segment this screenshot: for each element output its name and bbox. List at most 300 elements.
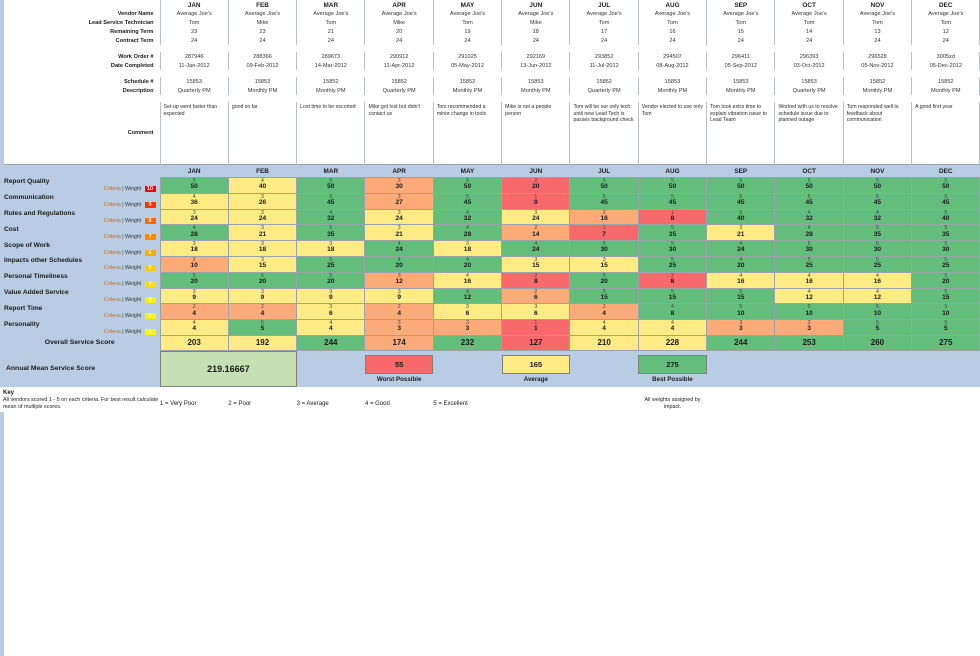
criteria-weighted-value: 25 <box>942 262 950 270</box>
score-cell <box>912 225 980 241</box>
score-cell <box>160 193 228 209</box>
date-completed-cell: 09-Feb-2012 <box>228 61 296 70</box>
lead-tech-cell: Tom <box>912 18 980 27</box>
score-cell <box>433 272 501 288</box>
contract-term-cell: 24 <box>297 36 365 45</box>
criteria-weight-value: 1 <box>145 329 156 335</box>
lead-tech-cell: Tom <box>570 18 638 27</box>
row-remaining-term <box>0 27 980 36</box>
header-month: DEC <box>912 0 980 9</box>
criteria-row <box>0 225 980 241</box>
comment-cell: Tom will be our only tech until new Lead Tech is passes background check <box>570 102 638 165</box>
criteria-weighted-value: 32 <box>327 214 335 222</box>
score-cell <box>707 193 775 209</box>
criteria-weighted-value: 8 <box>670 214 675 222</box>
work-order-cell: 292169 <box>502 52 570 61</box>
criteria-score: 5 <box>944 304 948 311</box>
contract-term-cell: 24 <box>912 36 980 45</box>
criteria-score: 5 <box>671 241 674 248</box>
criteria-weighted-value: 18 <box>258 246 267 254</box>
score-cell <box>297 241 365 257</box>
criteria-score: 3 <box>261 225 264 232</box>
criteria-score: 5 <box>876 241 879 248</box>
schedule-cell: 15853 <box>160 77 228 86</box>
criteria-weight-label: Criteria | Weight 2 <box>4 313 160 319</box>
work-order-cell: 287946 <box>160 52 228 61</box>
criteria-weighted-value: 50 <box>873 183 882 191</box>
criteria-weighted-value: 50 <box>463 183 472 191</box>
criteria-weighted-value: 45 <box>942 199 950 206</box>
score-cell <box>297 320 365 336</box>
criteria-score: 3 <box>466 241 469 248</box>
score-cell <box>775 209 843 225</box>
score-cell <box>502 225 570 241</box>
criteria-score: 3 <box>329 241 333 248</box>
vendor-name-cell: Average Joe's <box>502 9 570 18</box>
criteria-weighted-value: 10 <box>873 309 882 317</box>
remaining-term-cell: 15 <box>707 27 775 36</box>
description-cell: Monthly PM <box>297 86 365 95</box>
criteria-score: 3 <box>329 288 333 295</box>
score-cell <box>638 304 706 320</box>
criteria-weighted-value: 20 <box>600 277 608 285</box>
criteria-weighted-value: 30 <box>805 246 813 254</box>
criteria-weighted-value: 3 <box>397 325 401 333</box>
score-cell <box>912 193 980 209</box>
worst-possible-label: Worst Possible <box>376 375 422 383</box>
work-order-cell: 290912 <box>365 52 433 61</box>
criteria-name: Impacts other Schedules <box>4 257 83 265</box>
label-vendor-name: Vendor Name <box>117 10 154 17</box>
schedule-cell: 15852 <box>433 77 501 86</box>
criteria-weighted-value: 24 <box>532 214 540 222</box>
criteria-score: 5 <box>739 209 743 216</box>
criteria-score: 3 <box>192 241 196 248</box>
score-cell <box>228 193 296 209</box>
contract-term-cell: 24 <box>365 36 433 45</box>
vendor-name-cell: Average Joe's <box>775 9 843 18</box>
score-cell <box>638 225 706 241</box>
score-cell <box>297 193 365 209</box>
score-cell <box>843 225 911 241</box>
score-cell <box>707 304 775 320</box>
criteria-score: 5 <box>671 288 674 295</box>
criteria-score: 2 <box>534 225 538 232</box>
score-cell <box>707 241 775 257</box>
criteria-weighted-value: 20 <box>258 277 267 285</box>
score-cell <box>228 272 296 288</box>
criteria-score: 3 <box>534 209 538 216</box>
criteria-weighted-value: 15 <box>600 262 608 270</box>
label-date-completed: Date Completed <box>110 62 154 69</box>
score-cell <box>228 178 296 194</box>
criteria-weighted-value: 30 <box>873 246 882 254</box>
criteria-weighted-value: 4 <box>602 309 606 317</box>
criteria-weighted-value: 35 <box>668 230 677 238</box>
description-cell: Monthly PM <box>502 86 570 95</box>
score-cell <box>570 288 638 304</box>
criteria-weighted-value: 12 <box>463 293 472 301</box>
overall-score-cell: 192 <box>228 335 296 350</box>
criteria-score: 4 <box>602 320 606 327</box>
criteria-score: 2 <box>261 304 264 311</box>
criteria-score: 3 <box>397 288 401 295</box>
best-possible-value: 275 <box>638 355 706 374</box>
key-note: All weights assigned by impact. <box>644 397 701 411</box>
criteria-score: 2 <box>192 256 196 263</box>
criteria-weighted-value: 28 <box>805 230 813 238</box>
criteria-weighted-value: 5 <box>943 325 948 333</box>
grid-month-header: OCT <box>775 165 843 178</box>
key-scale-item: 2 = Poor <box>228 401 252 408</box>
annual-mean-table <box>0 351 980 387</box>
overall-score-label: Overall Service Score <box>0 335 160 350</box>
description-cell: Quarterly PM <box>365 86 433 95</box>
schedule-cell: 15853 <box>775 77 843 86</box>
vendor-header-table <box>0 0 980 165</box>
header-month: JUN <box>502 0 570 9</box>
overall-score-cell: 244 <box>297 335 365 350</box>
score-cell <box>775 241 843 257</box>
criteria-weighted-value: 14 <box>532 230 540 238</box>
criteria-score: 4 <box>466 256 469 263</box>
criteria-name: Report Time <box>4 304 43 312</box>
criteria-weighted-value: 16 <box>737 277 745 285</box>
criteria-weight-value: 8 <box>145 218 156 224</box>
score-cell <box>160 288 228 304</box>
criteria-weighted-value: 15 <box>737 293 745 301</box>
criteria-weighted-value: 50 <box>805 183 813 191</box>
criteria-score: 3 <box>397 193 401 200</box>
criteria-score: 4 <box>466 209 469 216</box>
vendor-name-cell: Average Joe's <box>228 9 296 18</box>
criteria-name: Scope of Work <box>4 241 51 249</box>
score-cell <box>502 320 570 336</box>
criteria-score: 5 <box>876 256 879 263</box>
criteria-score: 4 <box>807 209 811 216</box>
contract-term-cell: 24 <box>502 36 570 45</box>
criteria-score: 3 <box>534 304 538 311</box>
criteria-weighted-value: 45 <box>668 199 677 206</box>
criteria-weighted-value: 10 <box>942 309 950 317</box>
contract-term-cell: 24 <box>707 36 775 45</box>
criteria-label <box>0 272 160 288</box>
score-cell <box>912 209 980 225</box>
criteria-weighted-value: 24 <box>258 214 267 222</box>
criteria-row <box>0 288 980 304</box>
grid-month-header: FEB <box>228 165 296 178</box>
contract-term-cell: 24 <box>843 36 911 45</box>
score-cell <box>707 178 775 194</box>
grid-month-header: MAR <box>297 165 365 178</box>
criteria-score: 4 <box>397 241 401 248</box>
score-cell <box>843 193 911 209</box>
vendor-name-cell: Average Joe's <box>433 9 501 18</box>
criteria-score: 5 <box>739 304 743 311</box>
criteria-score: 1 <box>671 209 674 216</box>
date-completed-cell: 05-Nov-2012 <box>843 61 911 70</box>
work-order-cell: 291025 <box>433 52 501 61</box>
criteria-weighted-value: 45 <box>463 199 472 206</box>
criteria-weighted-value: 28 <box>190 230 198 238</box>
criteria-score: 5 <box>192 178 196 184</box>
score-cell <box>638 288 706 304</box>
criteria-weighted-value: 40 <box>942 214 950 222</box>
criteria-score: 3 <box>261 241 264 248</box>
criteria-weight-label: Criteria | Weight 3 <box>4 297 160 303</box>
criteria-weighted-value: 40 <box>258 183 267 191</box>
criteria-score: 2 <box>602 209 606 216</box>
key-table <box>0 397 980 412</box>
criteria-score: 5 <box>944 225 948 232</box>
criteria-score: 5 <box>944 288 948 295</box>
description-cell: Monthly PM <box>433 86 501 95</box>
label-description: Description <box>122 87 154 94</box>
criteria-score: 5 <box>944 320 948 327</box>
score-cell <box>160 225 228 241</box>
criteria-score: 5 <box>329 225 333 232</box>
score-cell <box>502 256 570 272</box>
label-lead-service-technician: Lead Service Technician <box>88 19 154 26</box>
criteria-weighted-value: 50 <box>737 183 745 191</box>
vendor-name-cell: Average Joe's <box>365 9 433 18</box>
score-cell <box>570 320 638 336</box>
row-date-completed <box>0 61 980 70</box>
score-cell <box>775 304 843 320</box>
score-cell <box>912 178 980 194</box>
criteria-weighted-value: 12 <box>805 293 813 301</box>
score-cell <box>707 209 775 225</box>
criteria-score: 5 <box>944 209 948 216</box>
criteria-label <box>0 241 160 257</box>
criteria-weight-value: 7 <box>145 234 156 240</box>
vendor-name-cell: Average Joe's <box>638 9 706 18</box>
header-month: APR <box>365 0 433 9</box>
date-completed-cell: 05-Dec-2012 <box>912 61 980 70</box>
criteria-weighted-value: 15 <box>942 293 950 301</box>
score-cell <box>570 241 638 257</box>
grid-month-header: DEC <box>912 165 980 178</box>
criteria-score: 3 <box>261 193 264 200</box>
criteria-row <box>0 272 980 288</box>
criteria-weighted-value: 25 <box>805 262 813 270</box>
key-area <box>0 387 980 412</box>
criteria-weighted-value: 28 <box>463 230 472 238</box>
score-cell <box>570 209 638 225</box>
work-order-cell: 294507 <box>638 52 706 61</box>
overall-score-cell: 203 <box>160 335 228 350</box>
grid-month-header: JUL <box>570 165 638 178</box>
criteria-score: 3 <box>397 209 401 216</box>
score-cell <box>433 178 501 194</box>
criteria-score: 3 <box>397 178 401 184</box>
description-cell: Monthly PM <box>843 86 911 95</box>
criteria-weighted-value: 6 <box>328 309 333 317</box>
remaining-term-cell: 16 <box>638 27 706 36</box>
comment-cell: A good first year <box>912 102 980 165</box>
criteria-score: 4 <box>466 272 469 279</box>
criteria-score: 5 <box>466 193 469 200</box>
criteria-score: 3 <box>192 209 196 216</box>
criteria-label <box>0 225 160 241</box>
row-schedule <box>0 77 980 86</box>
criteria-weighted-value: 20 <box>327 277 335 285</box>
best-possible-label: Best Possible <box>652 375 693 383</box>
criteria-score: 4 <box>807 225 811 232</box>
criteria-weight-value: 2 <box>145 313 156 319</box>
criteria-score: 3 <box>602 256 606 263</box>
criteria-weighted-value: 21 <box>258 230 267 238</box>
criteria-row <box>0 304 980 320</box>
criteria-weighted-value: 3 <box>465 325 470 333</box>
criteria-score: 5 <box>944 193 948 200</box>
score-cell <box>297 272 365 288</box>
criteria-weighted-value: 50 <box>190 183 198 191</box>
score-cell <box>365 225 433 241</box>
description-cell: Monthly PM <box>707 86 775 95</box>
score-cell <box>228 241 296 257</box>
lead-tech-cell: Tom <box>433 18 501 27</box>
description-cell: Quarterly PM <box>570 86 638 95</box>
criteria-weighted-value: 3 <box>738 325 743 333</box>
lead-tech-cell: Tom <box>160 18 228 27</box>
criteria-label <box>0 320 160 336</box>
criteria-weight-label: Criteria | Weight 10 <box>4 186 160 192</box>
score-cell <box>707 288 775 304</box>
remaining-term-cell: 18 <box>502 27 570 36</box>
annual-mean-value: 219.16667 <box>160 351 297 386</box>
criteria-label <box>0 178 160 194</box>
score-cell <box>297 225 365 241</box>
criteria-weighted-value: 32 <box>463 214 472 222</box>
criteria-label <box>0 256 160 272</box>
overall-score-cell: 210 <box>570 335 638 350</box>
score-cell <box>365 304 433 320</box>
grid-month-header: SEP <box>707 165 775 178</box>
remaining-term-cell: 23 <box>160 27 228 36</box>
comment-cell: Set-up went faster than expected <box>160 102 228 165</box>
criteria-weight-label: Criteria | Weight 5 <box>4 265 160 271</box>
lead-tech-cell: Mike <box>502 18 570 27</box>
score-cell <box>638 320 706 336</box>
criteria-weighted-value: 7 <box>602 230 606 238</box>
criteria-weighted-value: 40 <box>737 214 745 222</box>
criteria-weighted-value: 30 <box>942 246 950 254</box>
criteria-weighted-value: 1 <box>533 325 538 333</box>
criteria-row <box>0 241 980 257</box>
criteria-weighted-value: 18 <box>327 246 335 254</box>
criteria-weighted-value: 4 <box>260 309 265 317</box>
criteria-weighted-value: 4 <box>192 309 196 317</box>
overall-score-cell: 232 <box>433 335 501 350</box>
score-cell <box>912 320 980 336</box>
criteria-score: 5 <box>602 178 606 184</box>
remaining-term-cell: 17 <box>570 27 638 36</box>
label-work-order: Work Order # <box>118 53 154 60</box>
score-cell <box>638 193 706 209</box>
criteria-weight-label: Criteria | Weight 1 <box>4 329 160 335</box>
criteria-score: 2 <box>534 288 538 295</box>
criteria-score: 4 <box>261 178 264 184</box>
overall-score-cell: 174 <box>365 335 433 350</box>
criteria-score: 4 <box>671 320 674 327</box>
score-cell <box>912 241 980 257</box>
criteria-score: 1 <box>534 320 538 327</box>
score-cell <box>570 193 638 209</box>
date-completed-cell: 11-Jul-2012 <box>570 61 638 70</box>
comment-cell: Mike got lost but didn't contact us <box>365 102 433 165</box>
criteria-score: 3 <box>329 304 333 311</box>
criteria-weighted-value: 32 <box>873 214 882 222</box>
key-scale-item: 4 = Good <box>364 401 390 408</box>
criteria-score: 5 <box>876 178 879 184</box>
criteria-score: 3 <box>261 256 264 263</box>
criteria-name: Communication <box>4 194 54 202</box>
criteria-weighted-value: 6 <box>533 309 538 317</box>
criteria-score: 4 <box>807 272 811 279</box>
criteria-score: 5 <box>261 272 264 279</box>
criteria-score: 5 <box>807 193 811 200</box>
score-grid <box>0 165 980 351</box>
score-cell <box>228 209 296 225</box>
score-cell <box>297 288 365 304</box>
criteria-score: 5 <box>261 320 264 327</box>
overall-score-cell: 228 <box>638 335 706 350</box>
schedule-cell: 15852 <box>843 77 911 86</box>
score-cell <box>433 225 501 241</box>
score-cell <box>707 225 775 241</box>
criteria-weight-label: Criteria | Weight 9 <box>4 202 160 208</box>
criteria-score: 5 <box>807 256 811 263</box>
criteria-score: 2 <box>397 304 401 311</box>
criteria-score: 5 <box>944 256 948 263</box>
criteria-score: 5 <box>602 241 606 248</box>
comment-cell: good so far <box>228 102 296 165</box>
description-cell: Monthly PM <box>228 86 296 95</box>
grid-month-header: AUG <box>638 165 706 178</box>
criteria-name: Value Added Service <box>4 288 69 296</box>
criteria-score: 5 <box>192 272 196 279</box>
header-month: SEP <box>707 0 775 9</box>
criteria-score: 5 <box>944 272 948 279</box>
criteria-name: Personal Timeliness <box>4 273 68 281</box>
row-description <box>0 86 980 95</box>
criteria-weighted-value: 16 <box>463 277 472 285</box>
criteria-score: 5 <box>944 178 948 184</box>
date-completed-cell: 14-Mar-2012 <box>297 61 365 70</box>
header-month: MAY <box>433 0 501 9</box>
overall-score-cell: 244 <box>707 335 775 350</box>
vendor-name-cell: Average Joe's <box>297 9 365 18</box>
criteria-weighted-value: 20 <box>532 183 540 191</box>
header-month: AUG <box>638 0 706 9</box>
score-cell <box>775 256 843 272</box>
score-cell <box>502 304 570 320</box>
score-cell <box>433 304 501 320</box>
score-cell <box>912 256 980 272</box>
score-cell <box>843 209 911 225</box>
key-scale-item: 3 = Average <box>296 401 329 408</box>
criteria-score: 5 <box>329 193 333 200</box>
criteria-weighted-value: 35 <box>327 230 335 238</box>
work-order-cell: 288366 <box>228 52 296 61</box>
criteria-name: Cost <box>4 225 19 233</box>
criteria-weighted-value: 16 <box>805 277 813 285</box>
criteria-weighted-value: 45 <box>600 199 608 206</box>
criteria-name: Report Quality <box>4 178 50 186</box>
criteria-score: 3 <box>397 225 401 232</box>
criteria-weighted-value: 32 <box>805 214 813 222</box>
